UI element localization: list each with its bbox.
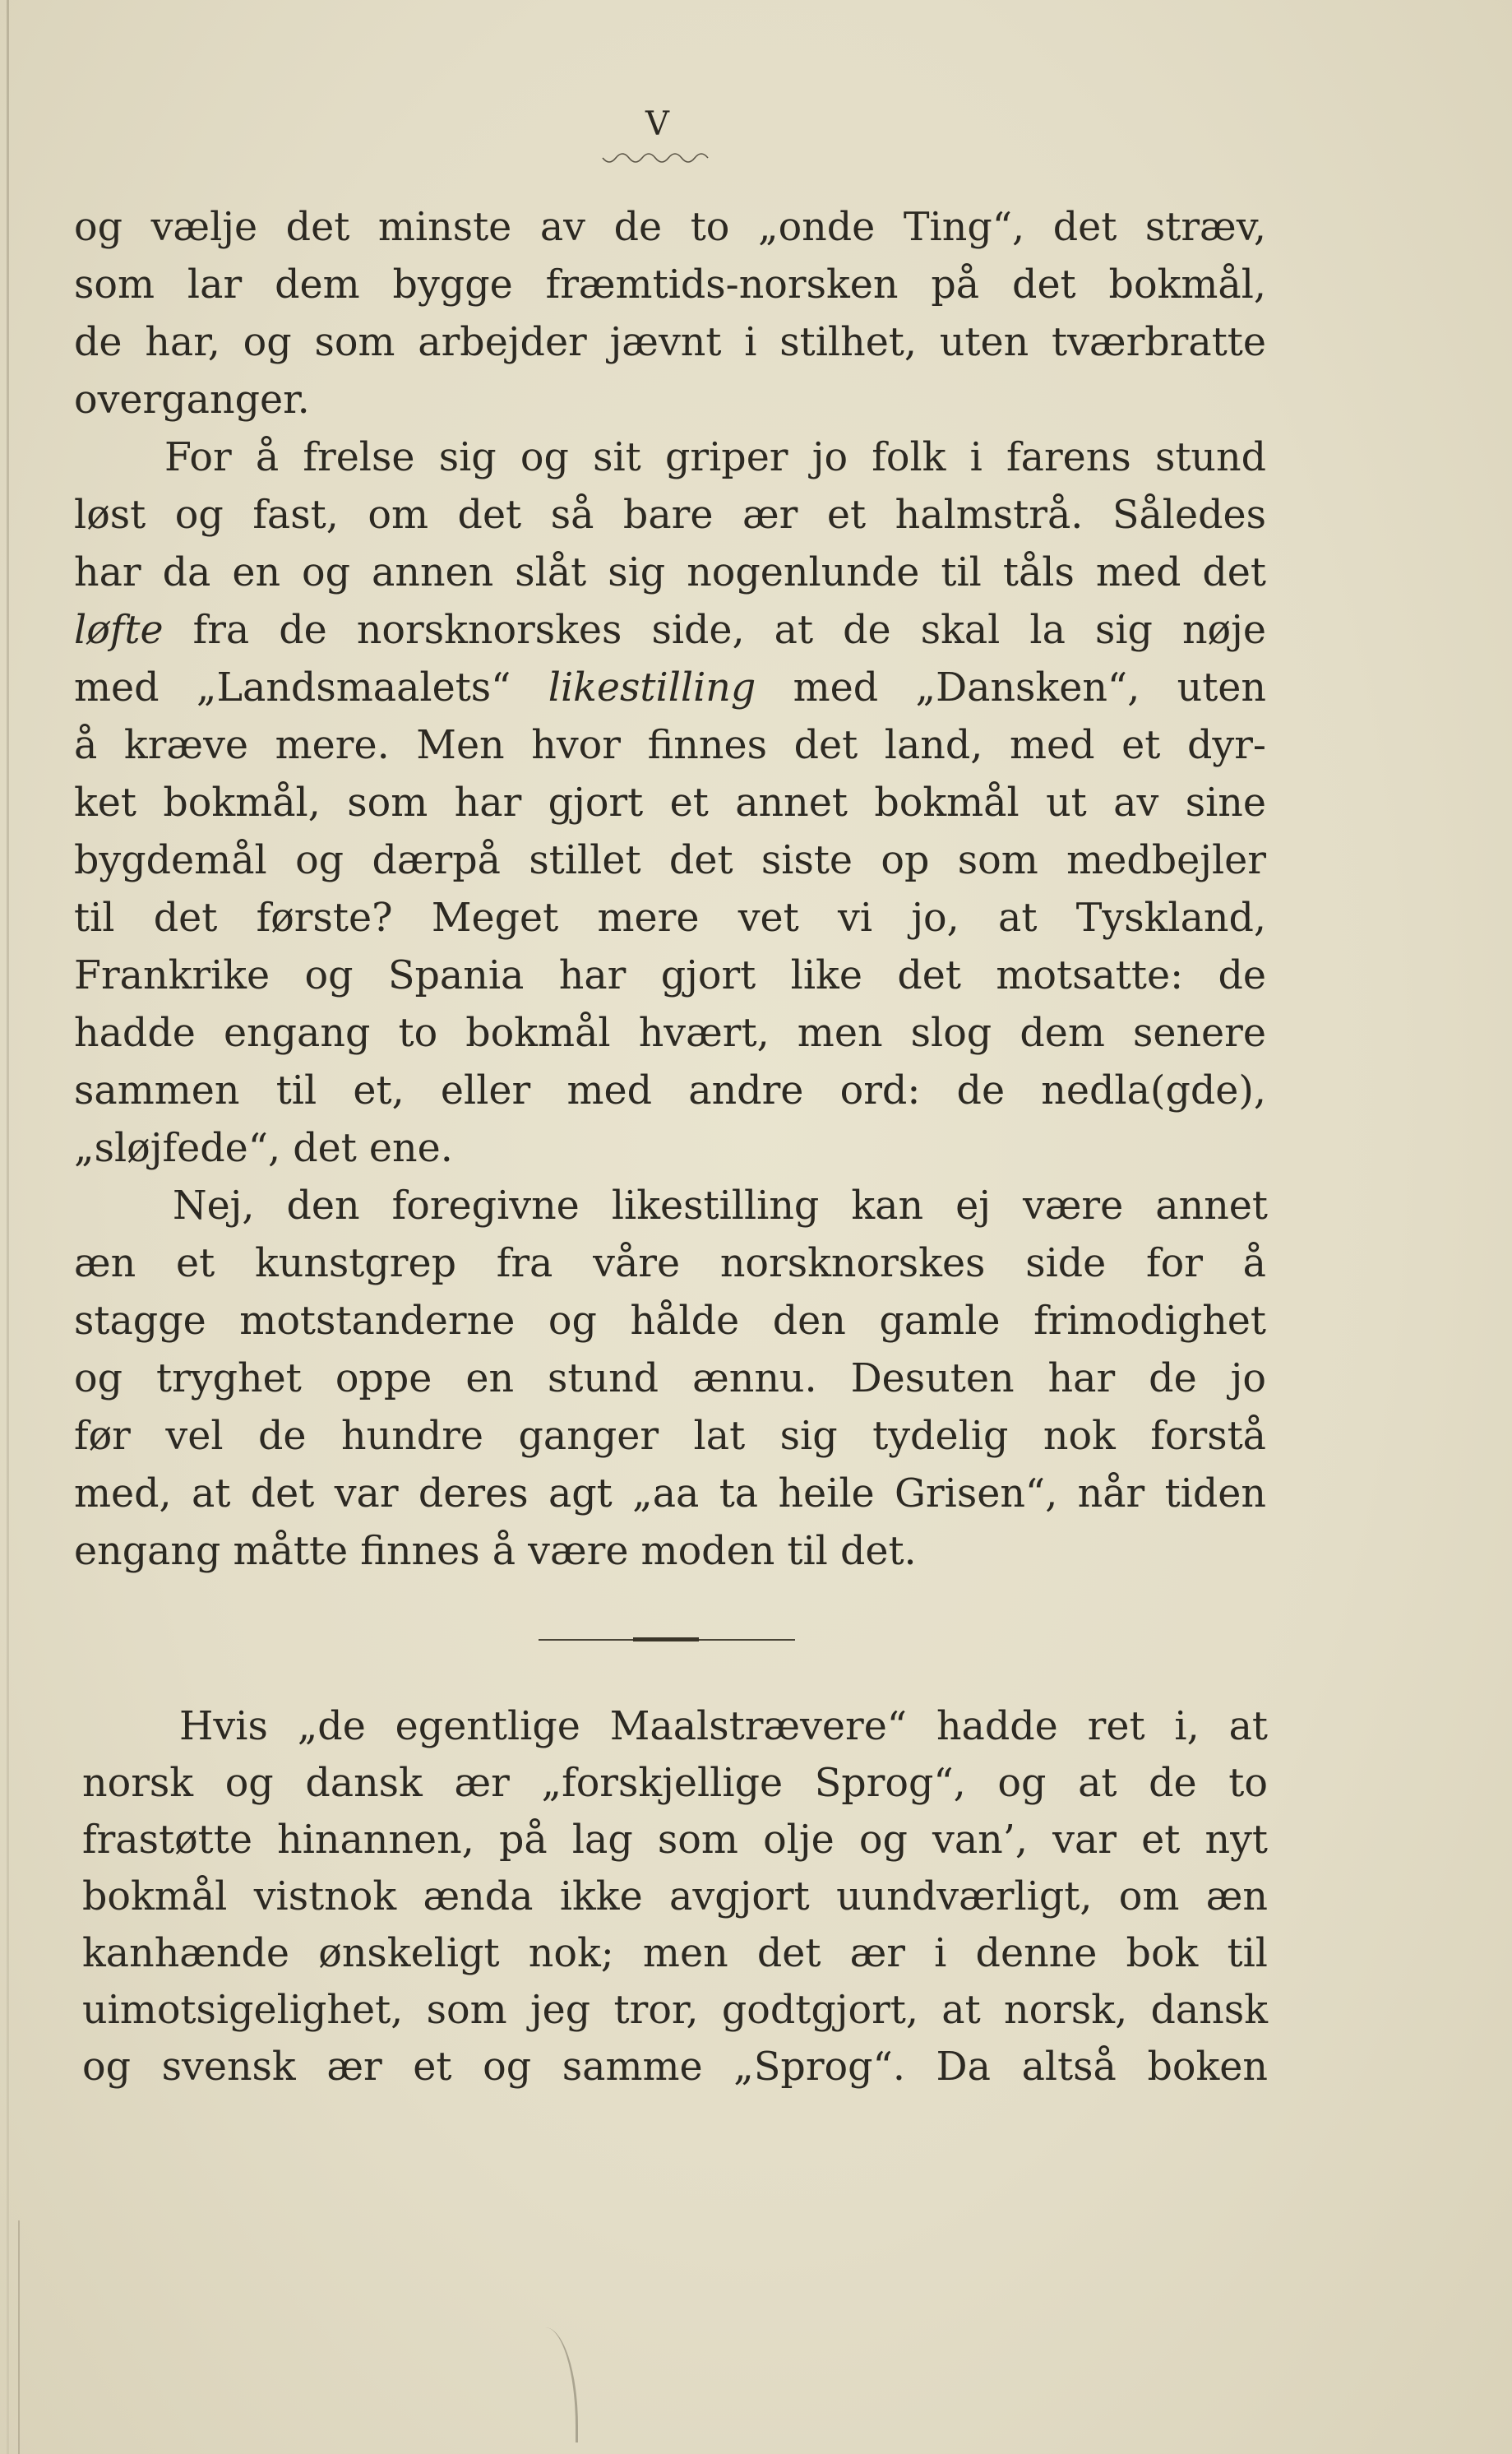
text-line: frastøtte hinannen, på lag som olje og van’, var et nyt bbox=[82, 1817, 1268, 1863]
page-edge-shadow bbox=[7, 0, 9, 2454]
text-line: ket bokmål, som har gjort et annet bokmål ut av sine bbox=[74, 780, 1266, 826]
text-line: kanhænde ønskeligt nok; men det ær i denne bok til bbox=[82, 1931, 1268, 1976]
text-line: norsk og dansk ær „forskjellige Sprog“, og at de to bbox=[82, 1761, 1268, 1806]
text-line bbox=[74, 602, 1266, 660]
text-line: engang måtte finnes å være moden til det. bbox=[74, 1529, 917, 1574]
text-line: overganger. bbox=[74, 377, 310, 423]
folio-flourish bbox=[599, 151, 714, 168]
text-line: uimotsigelighet, som jeg tror, godtgjort, at norsk, dansk bbox=[82, 1988, 1268, 2033]
text-span: med „Landsmaalets“ bbox=[74, 665, 511, 711]
text-span: med „Dansken“, uten bbox=[793, 665, 1266, 711]
italic-word: likestilling bbox=[548, 665, 756, 711]
text-line: bygdemål og dærpå stillet det siste op som medbejler bbox=[74, 838, 1266, 883]
text-line: har da en og annen slåt sig nogenlunde til tåls med det bbox=[74, 550, 1266, 595]
text-line: stagge motstanderne og hålde den gamle frimodighet bbox=[74, 1299, 1266, 1344]
text-line: og svensk ær et og samme „Sprog“. Da altså boken bbox=[82, 2044, 1268, 2090]
text-line: hadde engang to bokmål hvært, men slog dem senere bbox=[74, 1011, 1266, 1056]
page-number: V bbox=[645, 105, 670, 143]
text-line: før vel de hundre ganger lat sig tydelig nok forstå bbox=[74, 1414, 1266, 1459]
text-line: til det første? Meget mere vet vi jo, at Tyskland, bbox=[74, 896, 1266, 941]
text-line: sammen til et, eller med andre ord: de nedla(gde), bbox=[74, 1068, 1266, 1114]
text-line: de har, og som arbejder jævnt i stilhet, uten tværbratte bbox=[74, 320, 1266, 365]
text-span: fra de norsknorskes side, at de skal la sig nøje bbox=[192, 608, 1266, 653]
page-corner-fold bbox=[16, 2327, 578, 2442]
section-divider-center bbox=[633, 1637, 699, 1641]
text-line: bokmål vistnok ænda ikke avgjort uundværligt, om æn bbox=[82, 1874, 1268, 1919]
italic-word: løfte bbox=[74, 608, 164, 653]
text-line: som lar dem bygge fræmtids-norsken på det bokmål, bbox=[74, 262, 1266, 308]
text-line: og tryghet oppe en stund ænnu. Desuten har de jo bbox=[74, 1356, 1266, 1401]
text-line: æn et kunstgrep fra våre norsknorskes side for å bbox=[74, 1241, 1266, 1286]
text-line: løst og fast, om det så bare ær et halmstrå. Således bbox=[74, 493, 1266, 538]
text-line: med, at det var deres agt „aa ta heile Grisen“, når tiden bbox=[74, 1471, 1266, 1516]
text-line: Frankrike og Spania har gjort like det motsatte: de bbox=[74, 953, 1266, 998]
text-line: Hvis „de egentlige Maalstrævere“ hadde ret i, at bbox=[179, 1704, 1268, 1749]
text-line: å kræve mere. Men hvor finnes det land, med et dyr- bbox=[74, 723, 1266, 768]
text-line: For å frelse sig og sit griper jo folk i farens stund bbox=[164, 435, 1266, 480]
text-line: og vælje det minste av de to „onde Ting“, det stræv, bbox=[74, 205, 1266, 250]
text-line: „sløjfede“, det ene. bbox=[74, 1126, 453, 1171]
text-line: Nej, den foregivne likestilling kan ej være annet bbox=[173, 1183, 1268, 1229]
text-line bbox=[74, 660, 1266, 717]
